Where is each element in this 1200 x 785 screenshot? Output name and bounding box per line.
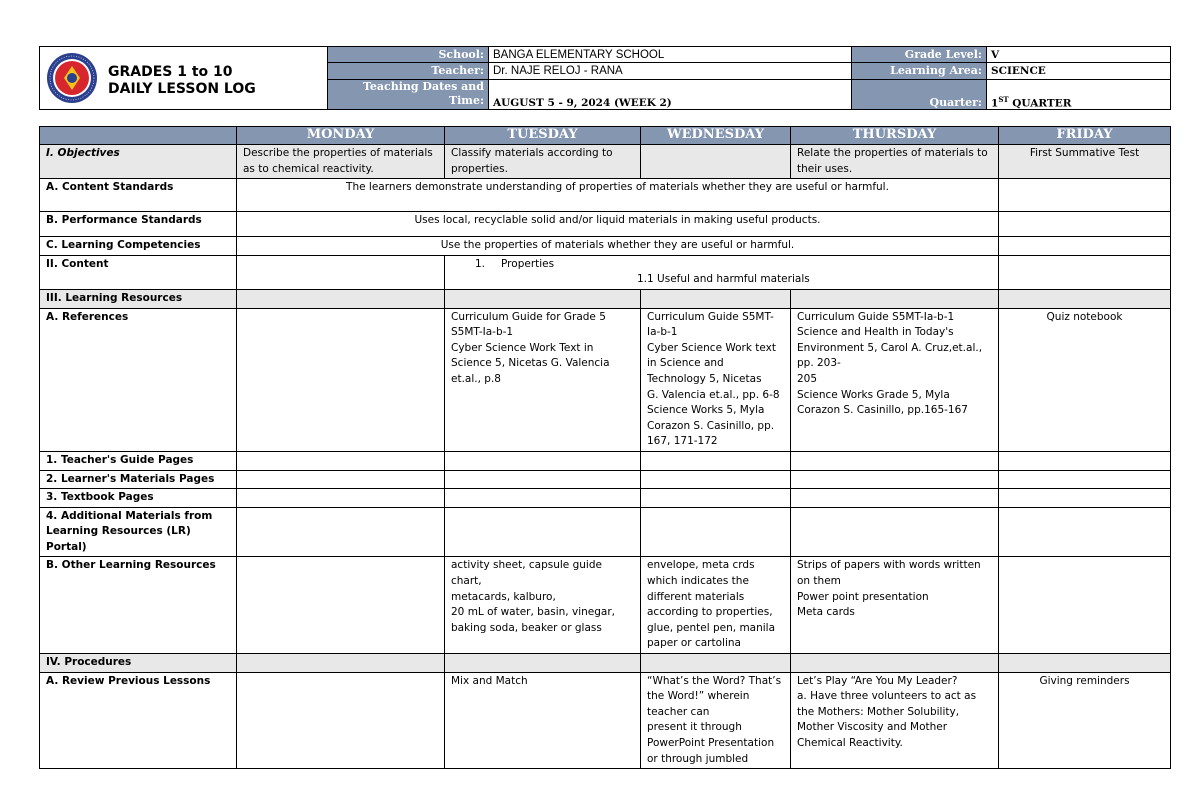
day-header-wednesday: WEDNESDAY [641, 127, 791, 145]
learning-competencies-friday [999, 237, 1171, 256]
grade-level-label: Grade Level: [852, 47, 987, 63]
content-monday [237, 255, 445, 289]
procedures-label: IV. Procedures [40, 654, 237, 673]
performance-standards-row [40, 212, 1171, 237]
textbook-pages-label: 3. Textbook Pages [40, 489, 237, 508]
review-friday: Giving reminders [999, 672, 1171, 769]
day-header-blank [40, 127, 237, 145]
teachers-guide-row [40, 451, 1171, 470]
dll-header-table [39, 46, 1171, 110]
performance-standards-text: Uses local, recyclable solid and/or liquid materials in making useful products. [237, 212, 999, 237]
review-wednesday: “What’s the Word? That’s the Word!” wherein teacher can present it through PowerPoint Presentation or through jumbled [641, 672, 791, 769]
teaching-dates-label [328, 79, 489, 110]
objectives-label [40, 145, 237, 179]
other-resources-wednesday: envelope, meta crds which indicates the different materials according to properties, glue, pentel pen, manila paper or cartolina [641, 557, 791, 654]
day-header-monday: MONDAY [237, 127, 445, 145]
objectives-monday: Describe the properties of materials as to chemical reactivity. [237, 145, 445, 179]
review-row [40, 672, 1171, 769]
content-standards-text: The learners demonstrate understanding of properties of materials whether they are useful or harmful. [237, 179, 999, 212]
objectives-friday: First Summative Test [999, 145, 1171, 179]
objectives-row [40, 145, 1171, 179]
objectives-tuesday: Classify materials according to properties. [445, 145, 641, 179]
learning-area-label: Learning Area: [852, 63, 987, 79]
references-label: A. References [40, 308, 237, 451]
teaching-dates-label-line2: Time: [448, 94, 484, 108]
quarter-label: Quarter: [852, 79, 987, 110]
dll-title-line1: GRADES 1 to 10 [108, 64, 233, 80]
content-label: II. Content [40, 255, 237, 289]
references-row [40, 308, 1171, 451]
objectives-thursday: Relate the properties of materials to their uses. [791, 145, 999, 179]
objectives-wednesday [641, 145, 791, 179]
day-header-tuesday: TUESDAY [445, 127, 641, 145]
objectives-label-text: I. Objectives [46, 147, 120, 159]
dll-title-line2: DAILY LESSON LOG [108, 81, 256, 97]
other-resources-tuesday: activity sheet, capsule guide chart, metacards, kalburo, 20 mL of water, basin, vinegar, baking soda, beaker or glass [445, 557, 641, 654]
learning-area-value: SCIENCE [987, 63, 1171, 79]
learners-materials-row [40, 470, 1171, 489]
references-thursday: Curriculum Guide S5MT-Ia-b-1 Science and Health in Today's Environment 5, Carol A. Cruz,et.al., pp. 203- 205 Science Works Grade 5, Myla Corazon S. Casinillo, pp.165-167 [791, 308, 999, 451]
teacher-label: Teacher: [328, 63, 489, 79]
quarter-word: QUARTER [1008, 97, 1072, 109]
school-label: School: [328, 47, 489, 63]
references-friday: Quiz notebook [999, 308, 1171, 451]
textbook-pages-row [40, 489, 1171, 508]
school-value: BANGA ELEMENTARY SCHOOL [489, 47, 852, 63]
teaching-dates-value: AUGUST 5 - 9, 2024 (WEEK 2) [489, 79, 852, 110]
content-topic [451, 257, 992, 273]
quarter-ordinal: ST [998, 94, 1009, 104]
review-monday [237, 672, 445, 769]
references-wednesday: Curriculum Guide S5MT- Ia-b-1 Cyber Science Work text in Science and Technology 5, Nicetas G. Valencia et.al., pp. 6-8 Science Works 5, Myla Corazon S. Casinillo, pp. 167, 171-172 [641, 308, 791, 451]
learning-competencies-row [40, 237, 1171, 256]
teachers-guide-label: 1. Teacher's Guide Pages [40, 451, 237, 470]
quarter-value [987, 79, 1171, 110]
learning-competencies-label: C. Learning Competencies [40, 237, 237, 256]
day-header-row [40, 127, 1171, 145]
content-subtopic: 1.1 Useful and harmful materials [637, 273, 810, 286]
review-label: A. Review Previous Lessons [40, 672, 237, 769]
other-resources-label: B. Other Learning Resources [40, 557, 237, 654]
other-resources-monday [237, 557, 445, 654]
lr-portal-label: 4. Additional Materials from Learning Resources (LR) Portal) [40, 507, 237, 557]
teaching-dates-label-line1: Teaching Dates and [362, 80, 484, 94]
content-topic-number: 1. [475, 257, 486, 270]
review-thursday: Let’s Play “Are You My Leader? a. Have three volunteers to act as the Mothers: Mother Solubility, Mother Viscosity and Mother Chemical Reactivity. [791, 672, 999, 769]
other-resources-row [40, 557, 1171, 654]
content-row [40, 255, 1171, 289]
content-friday [999, 255, 1171, 289]
content-standards-label: A. Content Standards [40, 179, 237, 212]
other-resources-thursday: Strips of papers with words written on them Power point presentation Meta cards [791, 557, 999, 654]
quarter-number: 1 [991, 97, 999, 109]
deped-seal-icon [46, 52, 98, 104]
content-standards-row [40, 179, 1171, 212]
procedures-row [40, 654, 1171, 673]
references-monday [237, 308, 445, 451]
day-header-thursday: THURSDAY [791, 127, 999, 145]
other-resources-friday [999, 557, 1171, 654]
content-topic-cell [445, 255, 999, 289]
teacher-value: Dr. NAJE RELOJ - RANA [489, 63, 852, 79]
references-tuesday: Curriculum Guide for Grade 5 S5MT-Ia-b-1 Cyber Science Work Text in Science 5, Nicetas G. Valencia et.al., p.8 [445, 308, 641, 451]
grade-level-value: V [987, 47, 1171, 63]
dll-title-cell [40, 47, 328, 110]
lr-portal-row [40, 507, 1171, 557]
performance-standards-friday [999, 212, 1171, 237]
performance-standards-label: B. Performance Standards [40, 212, 237, 237]
content-standards-friday [999, 179, 1171, 212]
learning-resources-label: III. Learning Resources [40, 289, 237, 308]
learning-competencies-text: Use the properties of materials whether they are useful or harmful. [237, 237, 999, 256]
review-tuesday: Mix and Match [445, 672, 641, 769]
daily-lesson-log-table [39, 126, 1171, 769]
day-header-friday: FRIDAY [999, 127, 1171, 145]
content-topic-title: Properties [501, 257, 555, 270]
learning-resources-row [40, 289, 1171, 308]
learners-materials-label: 2. Learner's Materials Pages [40, 470, 237, 489]
dll-title [108, 64, 256, 98]
